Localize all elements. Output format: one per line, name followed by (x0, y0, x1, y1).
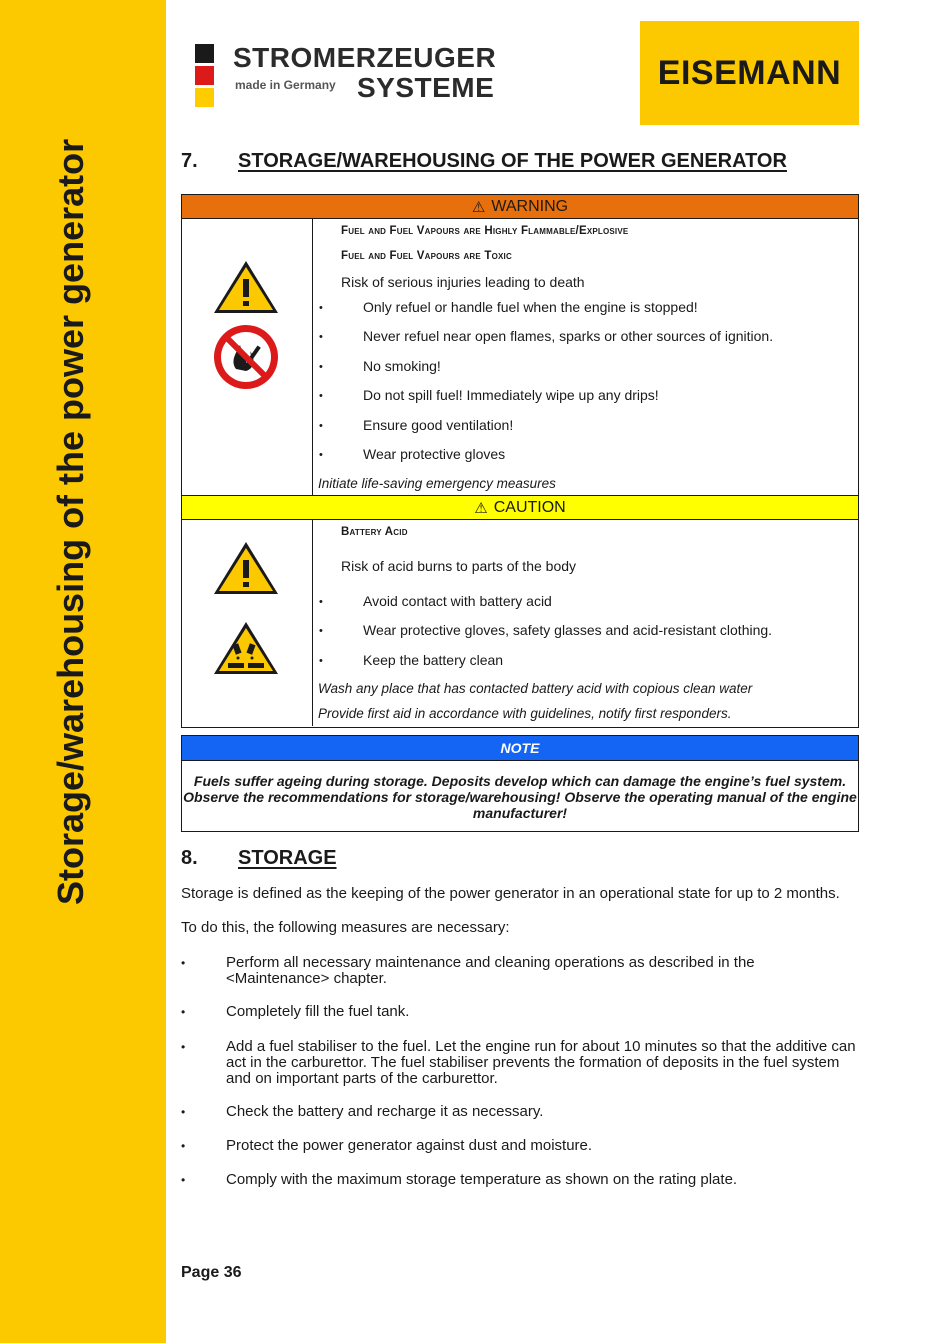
logo-text: EISEMANN (657, 53, 842, 92)
caution-icons (182, 520, 313, 726)
bullet: • (319, 420, 323, 432)
storage-intro: Storage is defined as the keeping of the power generator in an operational state for up to 2 months. (181, 885, 840, 902)
german-flag-icon (195, 44, 214, 108)
note-line: Observe the recommendations for storage/warehousing! Observe the operating manual of the engine (183, 789, 857, 805)
warning-item: Ensure good ventilation! (363, 417, 514, 433)
caution-small-icon: ⚠ (474, 499, 488, 517)
section-number: 7. (181, 150, 198, 172)
list-item-text: Check the battery and recharge it as necessary. (226, 1103, 544, 1120)
list-item-text: Perform all necessary maintenance and cleaning operations as described in the <Maintenance> chapter. (226, 954, 755, 987)
caution-item: Avoid contact with battery acid (363, 593, 552, 609)
caution-risk: Risk of acid burns to parts of the body (341, 558, 577, 574)
bullet: • (181, 1040, 186, 1054)
caution-footer-2: Provide first aid in accordance with guidelines, notify first responders. (318, 706, 732, 721)
bullet: • (181, 1005, 186, 1019)
brand-line1: STROMERZEUGER (233, 42, 497, 73)
bullet: • (319, 596, 323, 608)
page-number: Page 36 (181, 1264, 242, 1281)
caution-label: CAUTION (493, 498, 566, 516)
brand-logo (195, 42, 505, 112)
section-number: 8. (181, 847, 198, 869)
brand-line2: SYSTEME (357, 72, 495, 103)
warning-box (181, 194, 859, 496)
section-title: STORAGE/WAREHOUSING OF THE POWER GENERATOR (238, 150, 787, 172)
sidebar-title: Storage/warehousing of the power generator (50, 138, 91, 905)
bullet: • (319, 655, 323, 667)
eisemann-logo (640, 21, 859, 125)
warning-text (313, 219, 858, 495)
warning-item: Do not spill fuel! Immediately wipe up any drips! (363, 387, 659, 403)
warning-footer: Initiate life-saving emergency measures (318, 476, 556, 491)
corrosive-icon (212, 620, 280, 676)
caution-bar (182, 496, 858, 520)
bullet: • (319, 331, 323, 343)
bullet: • (181, 1105, 186, 1119)
list-item-text: Comply with the maximum storage temperature as shown on the rating plate. (226, 1171, 738, 1188)
bullet: • (319, 390, 323, 402)
bullet: • (319, 361, 323, 373)
warning-item: No smoking! (363, 358, 441, 374)
warning-heading-2: Fuel and Fuel Vapours are Toxic (341, 250, 512, 262)
note-line: manufacturer! (472, 805, 568, 821)
note-box (181, 735, 859, 832)
measures-intro: To do this, the following measures are necessary: (181, 919, 510, 936)
caution-footer-1: Wash any place that has contacted battery acid with copious clean water (318, 681, 753, 696)
warning-item: Never refuel near open flames, sparks or other sources of ignition. (363, 328, 774, 344)
caution-box (181, 495, 859, 728)
section-7-heading (181, 150, 787, 173)
list-item-text: Completely fill the fuel tank. (226, 1003, 410, 1020)
warning-triangle-icon (212, 540, 280, 596)
list-item-text: Protect the power generator against dust and moisture. (226, 1137, 593, 1154)
list-item-text: Add a fuel stabiliser to the fuel. Let the engine run for about 10 minutes so that the additive can act in the carburettor. The fuel stabiliser prevents the formation of deposits in the fuel system and on important parts of the carburettor. (226, 1038, 856, 1087)
warning-triangle-icon (212, 259, 280, 315)
section-title: STORAGE (238, 847, 337, 869)
caution-item: Wear protective gloves, safety glasses and acid-resistant clothing. (363, 622, 773, 638)
sidebar (0, 0, 166, 1343)
section-8-heading (181, 847, 337, 870)
caution-heading: Battery Acid (341, 526, 408, 538)
no-open-flame-icon (212, 323, 280, 391)
bullet: • (181, 1139, 186, 1153)
caution-text (313, 520, 858, 726)
warning-heading-1: Fuel and Fuel Vapours are Highly Flammable/Explosive (341, 225, 629, 237)
note-bar: NOTE (182, 736, 858, 761)
warning-label: WARNING (491, 197, 569, 215)
note-line: Fuels suffer ageing during storage. Deposits develop which can damage the engine’s fuel system. (193, 773, 847, 789)
note-text (182, 761, 858, 821)
warning-risk: Risk of serious injuries leading to death (341, 274, 585, 290)
bullet: • (319, 625, 323, 637)
warning-item: Wear protective gloves (363, 446, 506, 462)
warning-item: Only refuel or handle fuel when the engine is stopped! (363, 299, 698, 315)
warning-icons (182, 219, 313, 495)
caution-item: Keep the battery clean (363, 652, 504, 668)
warning-small-icon: ⚠ (471, 198, 486, 216)
brand-made-in: made in Germany (235, 78, 336, 92)
bullet: • (319, 449, 323, 461)
bullet: • (181, 1173, 186, 1187)
warning-bar (182, 195, 858, 219)
bullet: • (319, 302, 323, 314)
bullet: • (181, 956, 186, 970)
